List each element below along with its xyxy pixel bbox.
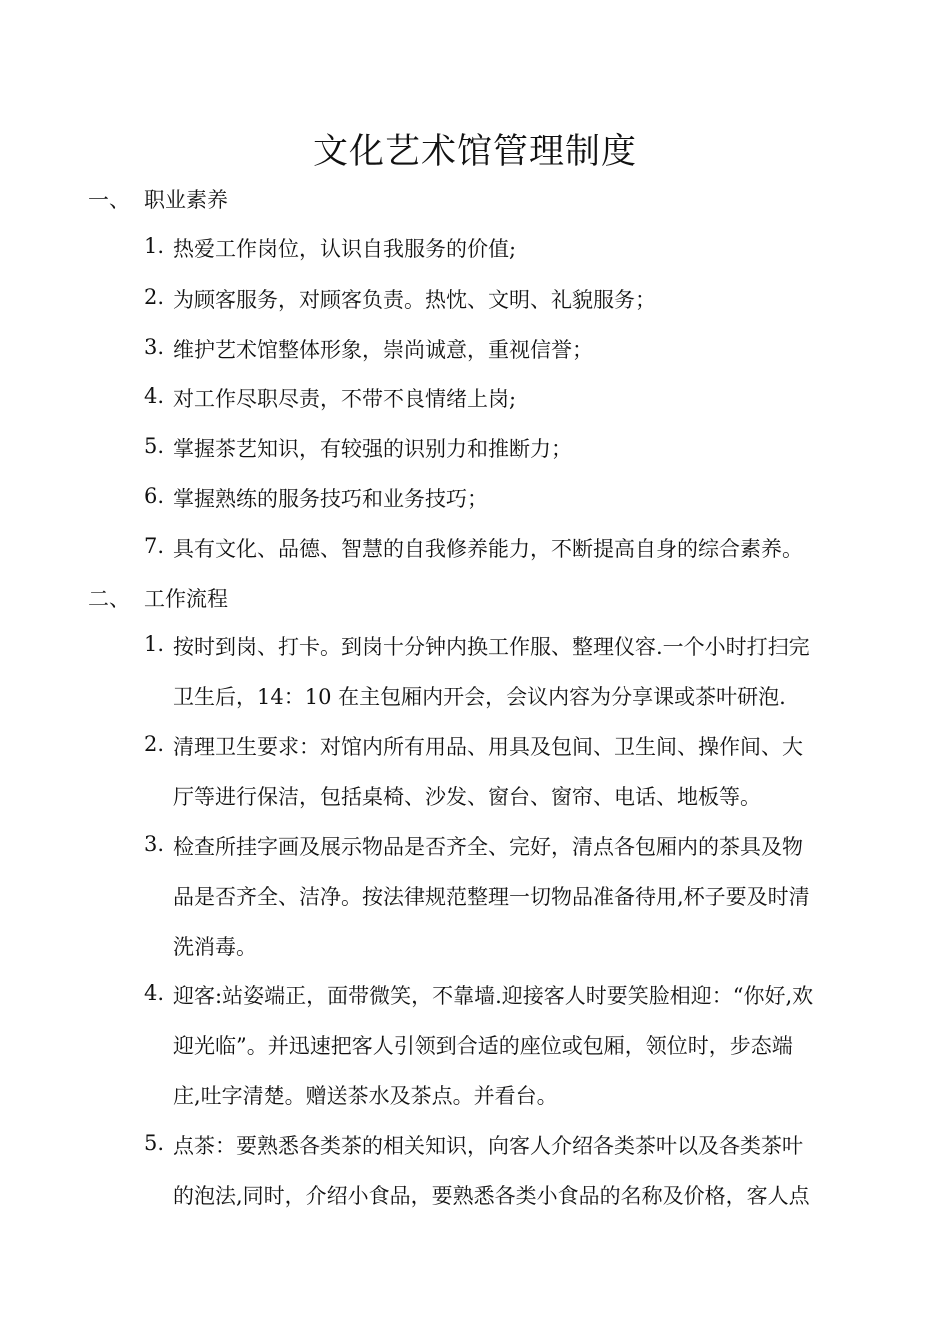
item-number: 5.	[144, 1131, 165, 1155]
item-text-line: 厅等进行保洁，包括桌椅、沙发、窗台、窗帘、电话、地板等。	[173, 785, 761, 809]
list-item	[144, 632, 866, 732]
item-text-line: 点茶：要熟悉各类茶的相关知识，向客人介绍各类茶叶以及各类茶叶	[173, 1134, 803, 1158]
section-number: 二、	[88, 587, 130, 611]
item-text-line: 洗消毒。	[173, 935, 257, 959]
item-number: 7.	[144, 534, 165, 558]
item-text: 对工作尽职尽责，不带不良情绪上岗;	[173, 387, 517, 411]
document-title: 文化艺术馆管理制度	[312, 132, 637, 172]
item-text: 掌握茶艺知识，有较强的识别力和推断力；	[173, 437, 572, 461]
item-text-line: 迎光临”。并迅速把客人引领到合适的座位或包厢，领位时，步态端	[173, 1034, 793, 1058]
item-text-line: 清理卫生要求：对馆内所有用品、用具及包间、卫生间、操作间、大	[173, 735, 803, 759]
list-item	[144, 534, 866, 584]
item-number: 3.	[144, 335, 165, 359]
list-item	[144, 832, 866, 982]
item-number: 2.	[144, 732, 165, 756]
item-text-line: 迎客:站姿端正，面带微笑，不靠墙.迎接客人时要笑脸相迎：“你好,欢	[173, 984, 814, 1008]
section-heading-2	[88, 584, 228, 614]
section-title: 工作流程	[144, 587, 228, 611]
item-number: 1.	[144, 632, 165, 656]
section-title: 职业素养	[144, 188, 228, 212]
list-item	[144, 285, 866, 335]
item-number: 2.	[144, 285, 165, 309]
list-item	[144, 384, 866, 434]
list-item	[144, 434, 866, 484]
list-item	[144, 335, 866, 385]
section-heading-1	[88, 185, 228, 215]
section-number: 一、	[88, 188, 130, 212]
item-text: 维护艺术馆整体形象，崇尚诚意，重视信誉；	[173, 338, 593, 362]
list-item	[144, 484, 866, 534]
list-item	[144, 981, 866, 1131]
item-number: 5.	[144, 434, 165, 458]
item-text-line: 庄,吐字清楚。赠送茶水及茶点。并看台。	[173, 1084, 558, 1108]
item-text-line: 品是否齐全、洁净。按法律规范整理一切物品准备待用,杯子要及时清	[173, 885, 810, 909]
item-number: 3.	[144, 832, 165, 856]
item-number: 1.	[144, 234, 165, 258]
item-text-line: 按时到岗、打卡。到岗十分钟内换工作服、整理仪容.一个小时打扫完	[173, 635, 810, 659]
item-text-line: 卫生后，14：10 在主包厢内开会，会议内容为分享课或茶叶研泡.	[173, 685, 786, 709]
item-number: 4.	[144, 981, 165, 1005]
list-item	[144, 234, 866, 284]
item-text-line: 的泡法,同时，介绍小食品，要熟悉各类小食品的名称及价格，客人点	[173, 1184, 810, 1208]
list-item	[144, 732, 866, 832]
item-text: 热爱工作岗位，认识自我服务的价值;	[173, 237, 517, 261]
item-text: 为顾客服务，对顾客负责。热忱、文明、礼貌服务；	[173, 288, 656, 312]
item-text: 掌握熟练的服务技巧和业务技巧；	[173, 487, 488, 511]
list-item	[144, 1131, 866, 1231]
item-text-line: 检查所挂字画及展示物品是否齐全、完好，清点各包厢内的茶具及物	[173, 835, 803, 859]
item-number: 6.	[144, 484, 165, 508]
item-text: 具有文化、品德、智慧的自我修养能力，不断提高自身的综合素养。	[173, 537, 803, 561]
item-number: 4.	[144, 384, 165, 408]
